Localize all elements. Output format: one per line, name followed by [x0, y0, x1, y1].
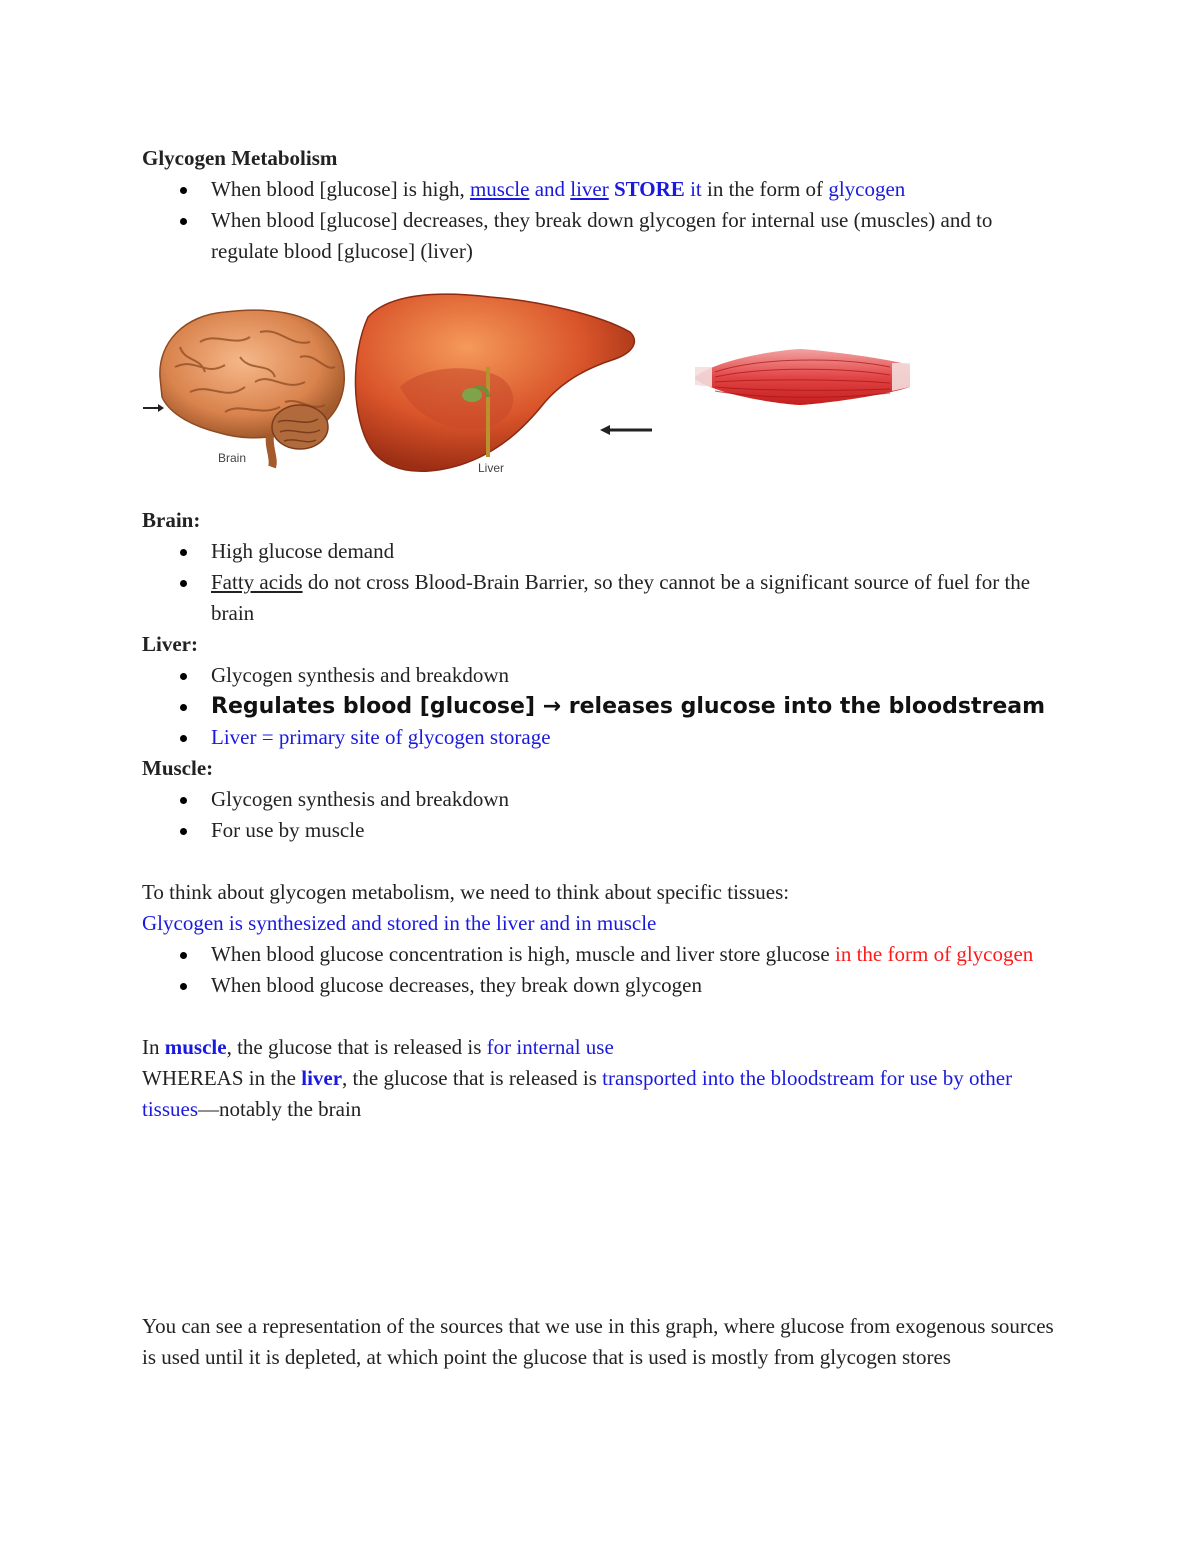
text-run: When blood [glucose] is high, — [211, 177, 470, 201]
liver-heading: Liver: — [142, 632, 198, 656]
text-run: WHEREAS in the — [142, 1066, 302, 1090]
blue-emphasis: for internal use — [486, 1035, 614, 1059]
list-item: Regulates blood [glucose] → releases glucose into the bloodstream — [142, 691, 1062, 722]
blank-line — [142, 846, 1062, 877]
intro-list — [142, 174, 1062, 267]
brain-list — [142, 536, 1062, 629]
list-item — [142, 567, 1062, 629]
list-item: Glycogen synthesis and breakdown — [142, 660, 1062, 691]
tissues-list — [142, 939, 1062, 1001]
blue-emphasis: transported into the bloodstream for use by other tissues — [142, 1066, 1013, 1121]
liver-image-label: Liver — [478, 461, 505, 475]
tissues-paragraph: To think about glycogen metabolism, we need to think about specific tissues: — [142, 880, 790, 904]
blank-space — [142, 1125, 1062, 1311]
graph-note-paragraph: You can see a representation of the sources that we use in this graph, where glucose from exogenous sources is used until it is depleted, at which point the glucose that is used is mostly from glycogen stores — [142, 1314, 1054, 1369]
liver-release-line — [142, 1063, 1062, 1125]
list-item: When blood [glucose] decreases, they break down glycogen for internal use (muscles) and to regulate blood [glucose] (liver) — [142, 205, 1062, 267]
page-title: Glycogen Metabolism — [142, 146, 338, 170]
brain-image-label: Brain — [218, 451, 247, 465]
text-run: , the glucose that is released is — [342, 1066, 603, 1090]
text-run: do not cross Blood-Brain Barrier, so they cannot be a significant source of fuel for the brain — [211, 570, 1031, 625]
text-run: in the form of — [701, 177, 829, 201]
glycogen-term: glycogen — [828, 177, 906, 201]
fatty-acids-term: Fatty acids — [211, 570, 303, 594]
synthesis-paragraph: Glycogen is synthesized and stored in the liver and in muscle — [142, 911, 657, 935]
text-run: , the glucose that is released is — [226, 1035, 487, 1059]
text-run: —notably the brain — [198, 1097, 362, 1121]
text-run: and — [529, 177, 571, 201]
liver-link[interactable]: liver — [570, 177, 609, 201]
list-item: Liver = primary site of glycogen storage — [142, 722, 1062, 753]
muscle-image — [695, 349, 910, 405]
liver-image — [355, 294, 634, 471]
brain-heading: Brain: — [142, 508, 201, 532]
organ-figure — [142, 287, 1062, 505]
list-item: Glycogen synthesis and breakdown — [142, 784, 1062, 815]
muscle-emphasis: muscle — [164, 1035, 227, 1059]
organ-illustration — [0, 287, 1200, 505]
text-run: it — [684, 177, 702, 201]
muscle-list — [142, 784, 1062, 846]
text-run: When blood glucose concentration is high, muscle and liver store glucose — [211, 942, 836, 966]
text-run: In — [142, 1035, 165, 1059]
muscle-release-line — [142, 1032, 1062, 1063]
muscle-link[interactable]: muscle — [469, 177, 530, 201]
left-arrow-icon — [143, 404, 164, 412]
list-item: For use by muscle — [142, 815, 1062, 846]
brain-image — [160, 310, 344, 467]
red-emphasis: in the form of glycogen — [835, 942, 1034, 966]
document-page — [142, 143, 1062, 1373]
muscle-heading: Muscle: — [142, 756, 214, 780]
blank-line — [142, 1001, 1062, 1032]
list-item: High glucose demand — [142, 536, 1062, 567]
liver-emphasis: liver — [301, 1066, 343, 1090]
list-item: When blood glucose decreases, they break down glycogen — [142, 970, 1062, 1001]
right-arrow-icon — [600, 425, 652, 435]
list-item — [142, 939, 1062, 970]
store-emphasis: STORE — [614, 177, 685, 201]
liver-list — [142, 660, 1062, 753]
list-item — [142, 174, 1062, 205]
